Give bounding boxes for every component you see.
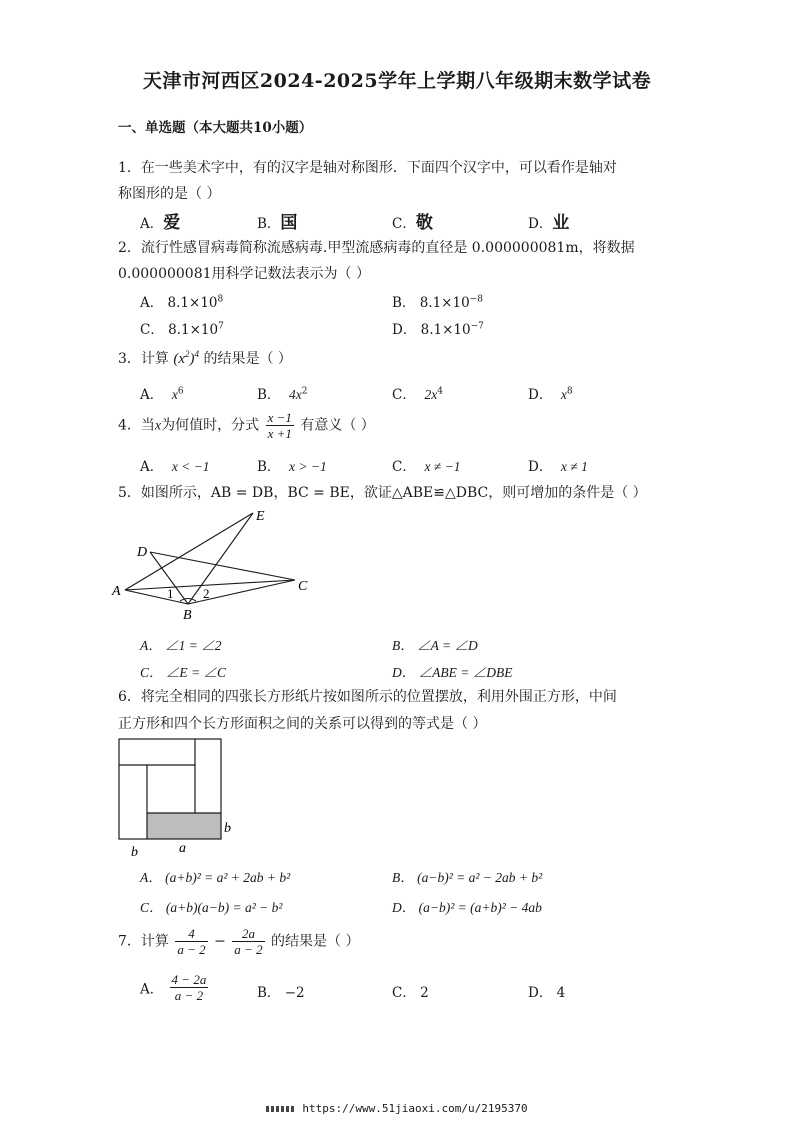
line-ac (125, 580, 295, 590)
q6-option-d[interactable]: D． (a−b)² = (a+b)² − 4ab (392, 900, 542, 915)
question-2-line-1: 2．流行性感冒病毒简称流感病毒.甲型流感病毒的直径是 0.000000081m，将数据 (118, 240, 635, 256)
site-logo-icon (266, 1106, 296, 1112)
q7-fraction-1: $\frac{4}{a - 2}$ (177, 926, 206, 957)
q3-option-d[interactable]: D． $x^8$ (528, 386, 573, 403)
label-e: E (256, 509, 265, 524)
question-1-line-1: 1．在一些美术字中，有的汉字是轴对称图形．下面四个汉字中，可以看作是轴对 (118, 160, 617, 176)
q2-option-a[interactable]: A． $8.1\times 10^8$ (140, 294, 224, 311)
label-b-right: b (224, 821, 231, 836)
page-title: 天津市河西区2024-2025学年上学期八年级期末数学试卷 (142, 70, 652, 92)
question-6-line-2: 正方形和四个长方形面积之间的关系可以得到的等式是（ ） (118, 716, 487, 732)
label-c: C (298, 579, 308, 594)
q7-fraction-2: $\frac{2a}{a - 2}$ (234, 926, 263, 957)
q7-option-c[interactable]: C． 2 (392, 985, 429, 1001)
q5-option-c[interactable]: C． ∠E = ∠C (140, 665, 226, 680)
label-angle-1: 1 (167, 586, 174, 601)
question-2-line-2: 0.000000081用科学记数法表示为（ ） (118, 266, 370, 282)
q7-option-d[interactable]: D． 4 (528, 985, 566, 1001)
label-d: D (137, 545, 148, 560)
label-a: a (179, 841, 186, 856)
question-3: 3．计算 $(x^2)^4$ 的结果是（ ） (118, 349, 292, 367)
line-eb (188, 513, 253, 604)
q3-option-b[interactable]: B． $4x^2$ (257, 386, 308, 403)
q6-option-c[interactable]: C． (a+b)(a−b) = a² − b² (140, 900, 283, 915)
label-b-bottom: b (131, 845, 138, 860)
q7-option-a-fraction: $\frac{4 - 2a}{a - 2}$ (171, 972, 207, 1003)
q2-option-d[interactable]: D． $8.1\times 10^{-7}$ (392, 321, 484, 338)
label-a: A (112, 584, 121, 599)
q1-option-d[interactable]: D．业 (528, 213, 570, 233)
footer-url[interactable]: https://www.51jiaoxi.com/u/2195370 (0, 1102, 794, 1115)
angle-arc (180, 599, 196, 602)
q4-option-b[interactable]: B． x > −1 (257, 459, 327, 475)
label-angle-2: 2 (203, 586, 210, 601)
q2-option-c[interactable]: C． $8.1\times 10^7$ (140, 321, 224, 338)
q2-option-b[interactable]: B． $8.1\times 10^{-8}$ (392, 294, 483, 311)
line-ab (125, 590, 188, 604)
q1-option-b[interactable]: B．国 (257, 213, 298, 233)
q7-option-b[interactable]: B． −2 (257, 985, 305, 1001)
question-4: 4．当x为何值时，分式 $\frac{x -1}{x +1}$ 有意义（ ） (118, 410, 375, 441)
q5-triangle-figure (110, 505, 330, 625)
question-5: 5．如图所示，AB = DB，BC = BE，欲证△ABE≌△DBC，则可增加的条件是（ ） (118, 485, 647, 501)
q3-option-a[interactable]: A． $x^6$ (140, 386, 184, 403)
q1-option-c[interactable]: C．敬 (392, 213, 433, 233)
q6-square-figure (112, 735, 242, 860)
q4-option-c[interactable]: C． x ≠ −1 (392, 459, 461, 475)
q4-option-a[interactable]: A． x < −1 (140, 459, 210, 475)
q5-option-b[interactable]: B． ∠A = ∠D (392, 638, 478, 653)
q1-option-a[interactable]: A．爱 (140, 213, 181, 233)
q3-option-c[interactable]: C． $2x^4$ (392, 386, 443, 403)
question-7: 7．计算 $\frac{4}{a - 2}$ − $\frac{2a}{a - 2}$ 的结果是（ ） (118, 926, 360, 957)
q5-option-d[interactable]: D． ∠ABE = ∠DBE (392, 665, 513, 680)
q4-fraction: $\frac{x -1}{x +1}$ (267, 410, 292, 441)
label-b: B (183, 608, 192, 623)
q5-option-a[interactable]: A． ∠1 = ∠2 (140, 638, 222, 653)
question-6-line-1: 6．将完全相同的四张长方形纸片按如图所示的位置摆放，利用外围正方形，中间 (118, 689, 617, 705)
shaded-rectangle (147, 813, 221, 839)
question-1-line-2: 称图形的是（ ） (118, 186, 221, 202)
q7-option-a[interactable]: A． $\frac{4 - 2a}{a - 2}$ (140, 972, 207, 1003)
q6-option-a[interactable]: A． (a+b)² = a² + 2ab + b² (140, 870, 291, 885)
q3-expression: $(x^2)^4$ (173, 349, 200, 367)
section-heading: 一、单选题（本大题共10小题） (118, 120, 313, 136)
q4-option-d[interactable]: D． x ≠ 1 (528, 459, 588, 475)
q6-option-b[interactable]: B． (a−b)² = a² − 2ab + b² (392, 870, 543, 885)
